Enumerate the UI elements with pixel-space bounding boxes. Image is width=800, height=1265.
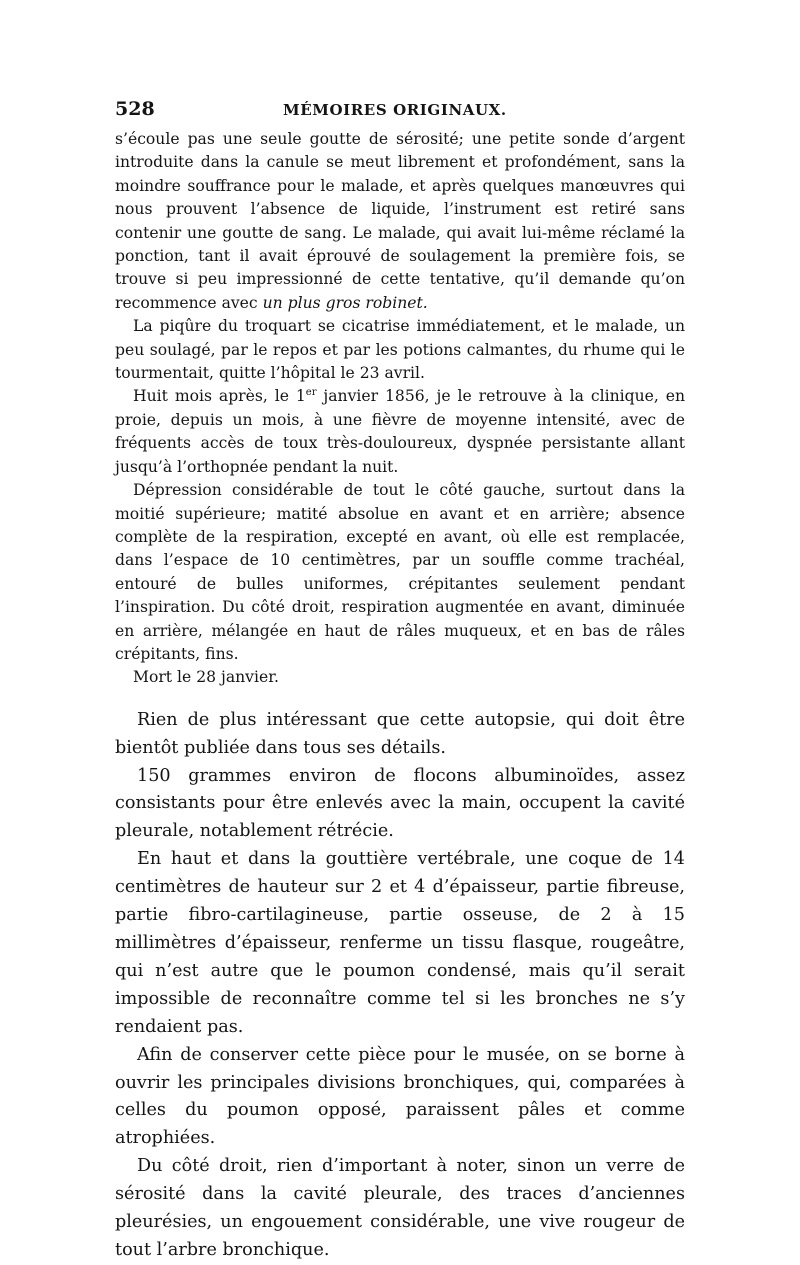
- paragraph: Dépression considérable de tout le côté gauche, surtout dans la moitié supérieure; matité absolue en avant et en arrière; absence complète de la respiration, excepté en avant, où elle est remplacée, dans l’espace de 10 centimètres, par un souffle comme trachéal, entouré de bulles uniformes, crépitantes seulement pendant l’inspiration. Du côté droit, respiration augmentée en avant, diminuée en arrière, mélangée en haut de râles muqueux, et en bas de râles crépitants, fins.: [115, 481, 685, 663]
- page-header: [115, 98, 690, 124]
- paragraph: Mort le 28 janvier.: [133, 668, 279, 687]
- paragraph: Rien de plus intéressant que cette autopsie, qui doit être bientôt publiée dans tous ses détails.: [115, 709, 685, 758]
- paragraph-text: Huit mois après, le 1: [133, 387, 306, 406]
- paragraph: En haut et dans la gouttière vertébrale, une coque de 14 centimètres de hauteur sur 2 et 4 d’épaisseur, partie fibreuse, partie fibro-cartilagineuse, partie osseuse, de 2 à 15 millimètres d’épaisseur, renferme un tissu flasque, rougeâtre, qui n’est autre que le poumon condensé, mais qu’il serait impossible de reconnaître comme tel si les bronches ne s’y rendaient pas.: [115, 849, 685, 1037]
- running-head: MÉMOIRES ORIGINAUX.: [283, 101, 507, 119]
- paragraph: 150 grammes environ de flocons albuminoïdes, assez consistants pour être enlevés avec la main, occupent la cavité pleurale, notablement rétrécie.: [115, 765, 685, 842]
- large-type-section: [115, 707, 685, 1265]
- italic-phrase: un plus gros robinet.: [262, 293, 428, 312]
- paragraph: Afin de conserver cette pièce pour le musée, on se borne à ouvrir les principales divisions bronchiques, qui, comparées à celles du poumon opposé, paraissent pâles et comme atrophiées.: [115, 1044, 685, 1149]
- superscript: er: [305, 387, 317, 399]
- paragraph: [115, 128, 685, 315]
- page-body: [115, 128, 685, 1265]
- page-number: 528: [115, 98, 155, 120]
- paragraph: Du côté droit, rien d’important à noter, sinon un verre de sérosité dans la cavité pleurale, des traces d’anciennes pleurésies, un engouement considérable, une vive rougeur de tout l’arbre bronchique.: [115, 1156, 685, 1260]
- paragraph-text: janvier 1856, je le retrouve à la clinique, en proie, depuis un mois, à une fièvre de moyenne intensité, avec de fréquents accès de toux très-douloureux, dyspnée persistante allant jusqu’à l’orthopnée pendant la nuit.: [115, 387, 686, 476]
- paragraph: La piqûre du troquart se cicatrise immédiatement, et le malade, un peu soulagé, par le repos et par les potions calmantes, du rhume qui le tourmentait, quitte l’hôpital le 23 avril.: [115, 317, 685, 383]
- small-type-section: [115, 128, 685, 690]
- paragraph: [115, 385, 685, 479]
- paragraph-text: s’écoule pas une seule goutte de sérosité; une petite sonde d’argent introduite dans la canule se meut librement et profondément, sans la moindre souffrance pour le malade, et après quelques manœuvres qui nous prouvent l’absence de liquide, l’instrument est retiré sans contenir une goutte de sang. Le malade, qui avait lui-même réclamé la ponction, tant il avait éprouvé de soulagement la première fois, se trouve si peu impressionné de cette tentative, qu’il demande qu’on recommence avec: [115, 130, 685, 312]
